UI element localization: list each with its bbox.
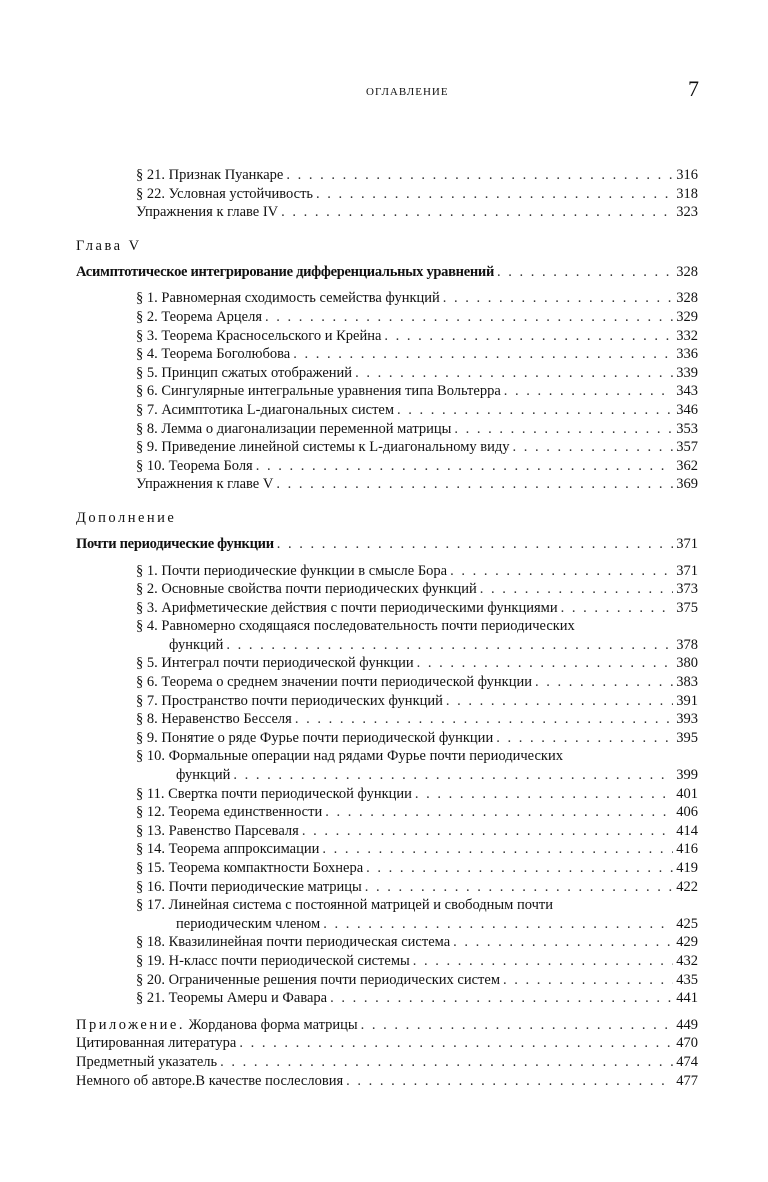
toc-entry: § 3. Теорема Красносельского и Крейна . . . 332 [0, 327, 698, 346]
toc-entry: § 20. Ограниченные решения почти периодических систем . . . 435 [0, 971, 698, 990]
running-head: ОГЛАВЛЕНИЕ [366, 86, 449, 98]
toc-entry: § 21. Теоремы Амерu и Фавара . . . 441 [0, 989, 698, 1008]
supplement-title: Почти периодические функции . . . 371 [0, 535, 698, 554]
toc-entry: § 2. Основные свойства почти периодических функций . . . 373 [0, 580, 698, 599]
toc-entry-multiline: § 17. Линейная система с постоянной матрицей и свободным почти периодическим членом . . . 425 [0, 896, 698, 933]
toc-entry: § 4. Теорема Боголюбова . . . 336 [0, 345, 698, 364]
toc-entry: § 5. Интеграл почти периодической функции . . . 380 [0, 654, 698, 673]
toc-entry: § 6. Сингулярные интегральные уравнения типа Вольтерра . . . 343 [0, 382, 698, 401]
toc-entry: § 8. Неравенство Бесселя . . . 393 [0, 710, 698, 729]
toc-entry: Упражнения к главе V . . . 369 [0, 475, 698, 494]
toc-entry: § 3. Арифметические действия с почти периодическими функциями . . . 375 [0, 599, 698, 618]
toc-entry: § 10. Теорема Боля . . . 362 [0, 457, 698, 476]
chapter-heading: Глава V [76, 237, 142, 254]
toc-entry: § 21. Признак Пуанкаре . . . 316 [0, 166, 698, 185]
toc-entry-multiline: § 4. Равномерно сходящаяся последовательность почти периодических функций . . . 378 [0, 617, 698, 654]
page-number: 7 [688, 76, 699, 101]
supplement-heading: Дополнение [76, 509, 177, 526]
toc-entry: § 12. Теорема единственности . . . 406 [0, 803, 698, 822]
back-matter-entry: Немного об авторе.В качестве послесловия . . . 477 [0, 1072, 698, 1091]
toc-entry: § 15. Теорема компактности Бохнера . . . 419 [0, 859, 698, 878]
toc-entry: Упражнения к главе IV . . . 323 [0, 203, 698, 222]
toc-entry: § 7. Пространство почти периодических функций . . . 391 [0, 692, 698, 711]
back-matter-entry: Цитированная литература . . . 470 [0, 1034, 698, 1053]
toc-entry: § 6. Теорема о среднем значении почти периодической функции . . . 383 [0, 673, 698, 692]
toc-entry: § 7. Асимптотика L-диагональных систем . . . 346 [0, 401, 698, 420]
chapter-title: Асимптотическое интегрирование дифференциальных уравнений . . . 328 [0, 263, 698, 282]
toc-entry-multiline: § 10. Формальные операции над рядами Фурье почти периодических функций . . . 399 [0, 747, 698, 784]
toc-entry: § 14. Теорема аппроксимации . . . 416 [0, 840, 698, 859]
toc-entry: § 9. Приведение линейной системы к L-диагональному виду . . . 357 [0, 438, 698, 457]
toc-entry: § 18. Квазилинейная почти периодическая система . . . 429 [0, 933, 698, 952]
toc-entry: § 11. Свертка почти периодической функции . . . 401 [0, 785, 698, 804]
toc-entry: § 16. Почти периодические матрицы . . . 422 [0, 878, 698, 897]
appendix-entry: Приложение. Жорданова форма матрицы . . . 449 [0, 1016, 698, 1035]
toc-entry: § 9. Понятие о ряде Фурье почти периодической функции . . . 395 [0, 729, 698, 748]
toc-entry: § 13. Равенство Парсеваля . . . 414 [0, 822, 698, 841]
toc-entry: § 1. Равномерная сходимость семейства функций . . . 328 [0, 289, 698, 308]
toc-entry: § 5. Принцип сжатых отображений . . . 339 [0, 364, 698, 383]
toc-entry: § 8. Лемма о диагонализации переменной матрицы . . . 353 [0, 420, 698, 439]
toc-entry: § 1. Почти периодические функции в смысле Бора . . . 371 [0, 562, 698, 581]
toc-entry: § 2. Теорема Арцеля . . . 329 [0, 308, 698, 327]
table-of-contents [0, 166, 768, 1090]
toc-entry: § 19. H-класс почти периодической системы . . . 432 [0, 952, 698, 971]
back-matter-entry: Предметный указатель . . . 474 [0, 1053, 698, 1072]
toc-entry: § 22. Условная устойчивость . . . 318 [0, 185, 698, 204]
